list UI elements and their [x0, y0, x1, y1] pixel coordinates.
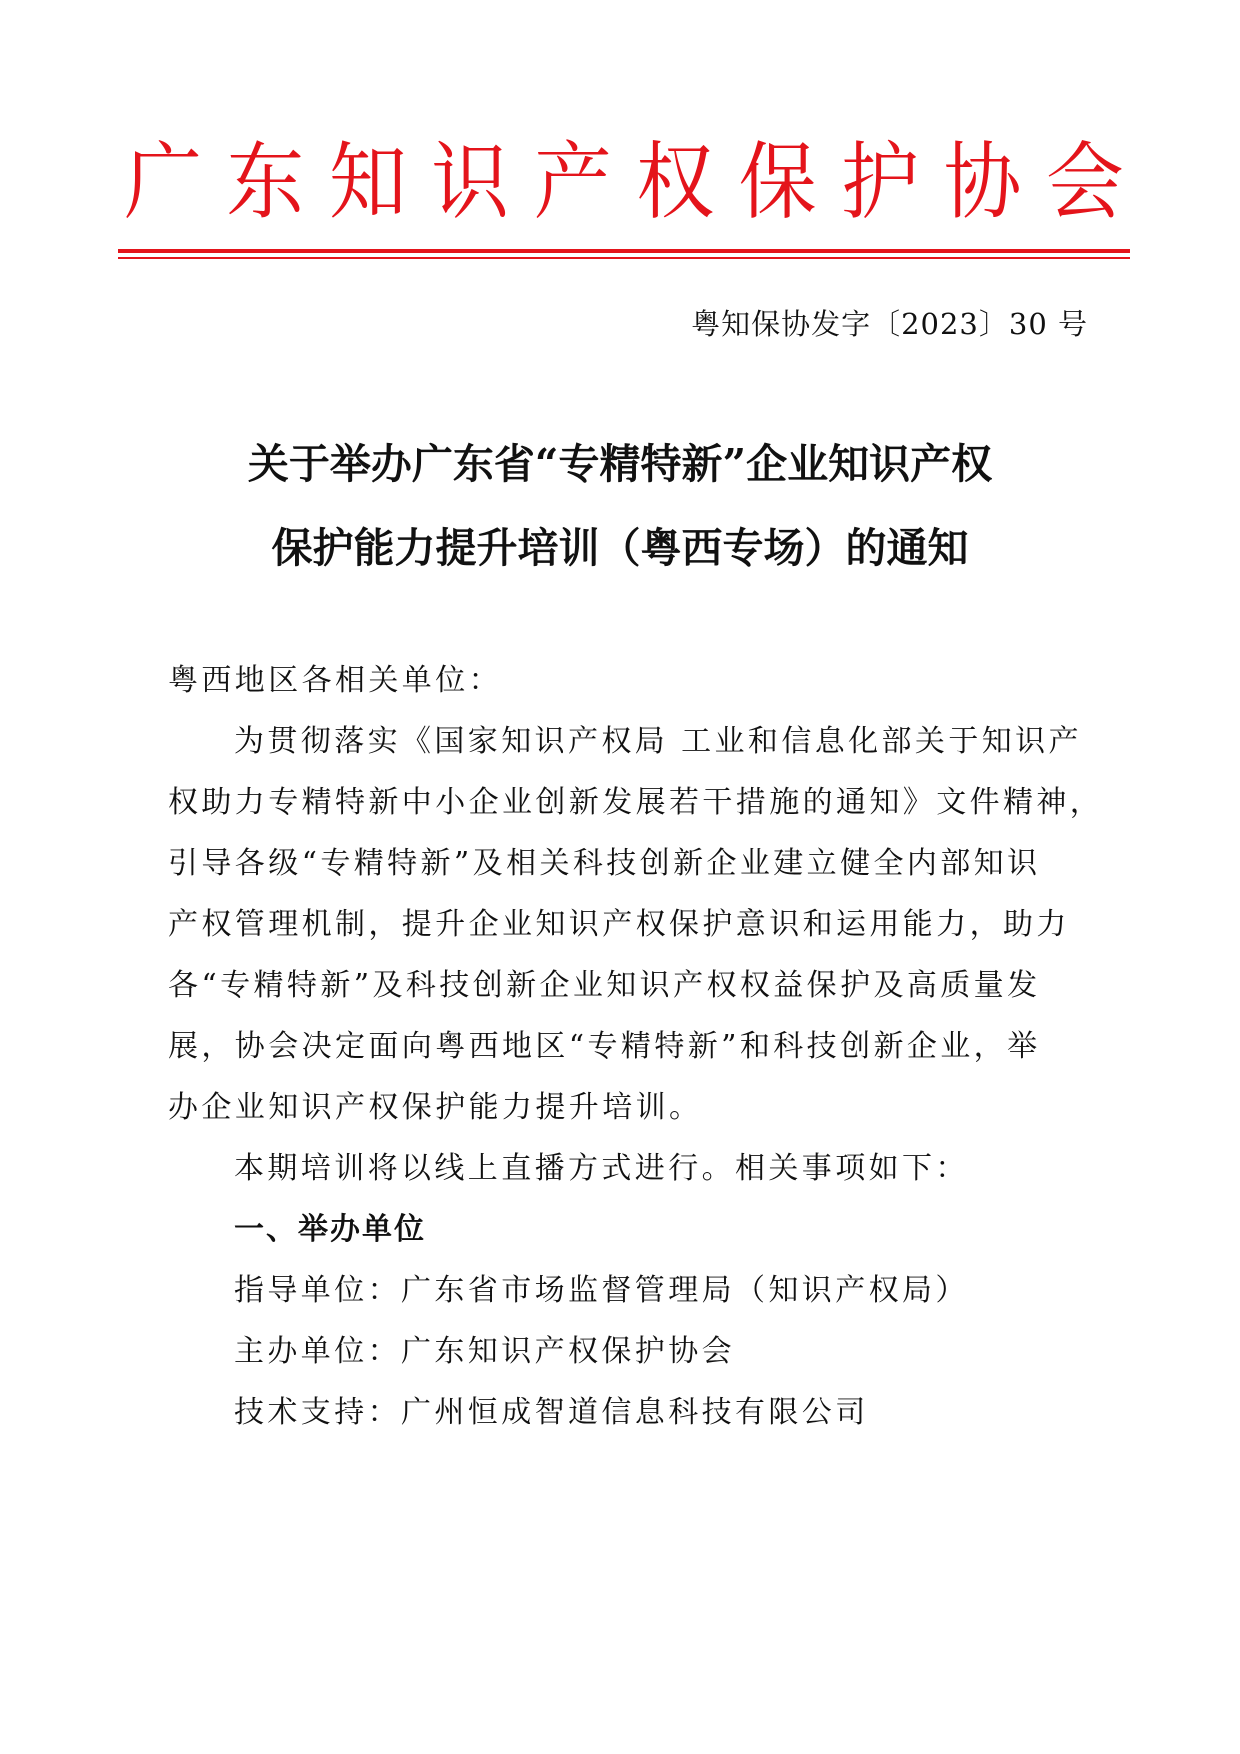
letterhead-char: 护 [841, 134, 920, 232]
salutation: 粤西地区各相关单位： [168, 663, 502, 698]
document-title-line-1: 关于举办广东省“专精特新”企业知识产权 [247, 440, 993, 488]
section-heading: 一、举办单位 [234, 1212, 426, 1247]
letterhead-divider-thin [118, 257, 1130, 259]
paragraph-line: 为贯彻落实《国家知识产权局 工业和信息化部关于知识产 [234, 724, 1082, 759]
letterhead-char: 知 [328, 134, 407, 232]
letterhead-divider-thick [118, 249, 1130, 253]
tech-support: 技术支持：广州恒成智道信息科技有限公司 [234, 1395, 869, 1430]
letterhead-char: 识 [431, 134, 510, 232]
paragraph-line: 各“专精特新”及科技创新企业知识产权权益保护及高质量发 [168, 968, 1041, 1003]
letterhead-char: 权 [636, 134, 715, 232]
letterhead-char: 协 [943, 134, 1022, 232]
paragraph-line: 产权管理机制，提升企业知识产权保护意识和运用能力，助力 [168, 907, 1070, 942]
letterhead-char: 产 [533, 134, 612, 232]
guide-unit: 指导单位：广东省市场监督管理局（知识产权局） [234, 1273, 969, 1308]
paragraph-line: 权助力专精特新中小企业创新发展若干措施的通知》文件精神， [168, 785, 1104, 820]
document-title-line-2: 保护能力提升培训（粤西专场）的通知 [271, 524, 969, 572]
paragraph-line: 引导各级“专精特新”及相关科技创新企业建立健全内部知识 [168, 846, 1041, 881]
paragraph-line: 办企业知识产权保护能力提升培训。 [168, 1090, 703, 1125]
organization-letterhead [118, 124, 1130, 243]
letterhead-char: 会 [1045, 134, 1124, 232]
document-number: 粤知保协发字〔2023〕30 号 [691, 307, 1088, 341]
letterhead-char: 广 [123, 134, 202, 232]
paragraph-line: 展，协会决定面向粤西地区“专精特新”和科技创新企业，举 [168, 1029, 1041, 1064]
letterhead-char: 保 [738, 134, 817, 232]
letterhead-char: 东 [226, 134, 305, 232]
paragraph-line: 本期培训将以线上直播方式进行。相关事项如下： [234, 1151, 969, 1186]
host-unit: 主办单位：广东知识产权保护协会 [234, 1334, 735, 1369]
